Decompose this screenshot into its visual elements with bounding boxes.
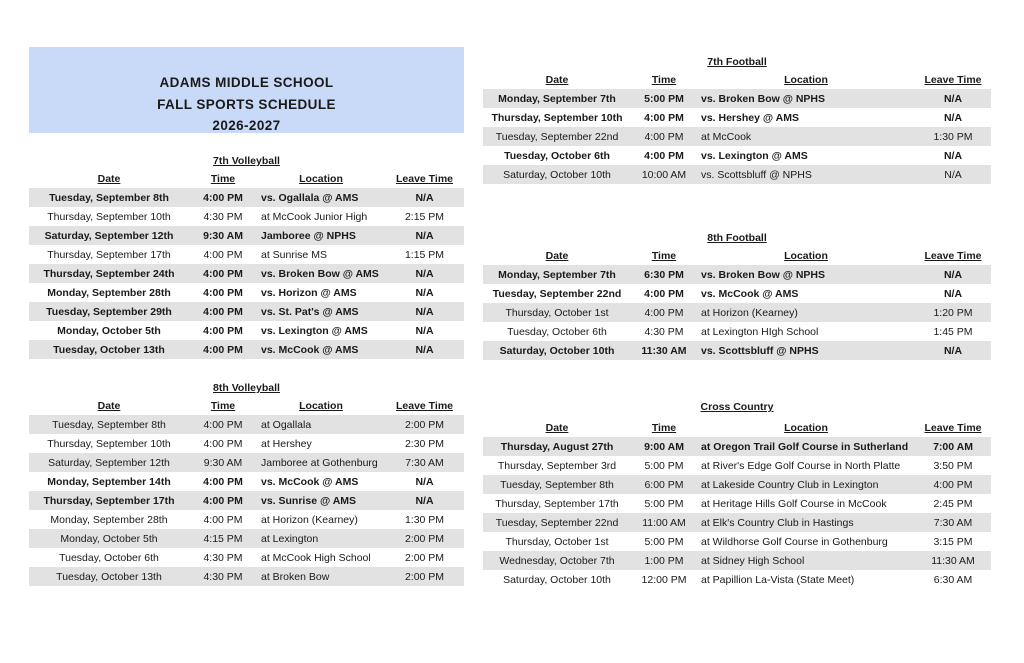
table-row [29, 302, 464, 321]
table-row [483, 494, 991, 513]
section-title: 8th Football [707, 232, 767, 244]
leave-time-cell: 7:00 AM [915, 437, 991, 456]
table-row [483, 532, 991, 551]
time-cell: 4:00 PM [203, 513, 243, 526]
table-row [29, 264, 464, 283]
location-cell: at McCook [697, 127, 915, 146]
table-row [29, 245, 464, 264]
leave-time-cell: 2:30 PM [404, 437, 445, 450]
date-cell: Tuesday, September 8th [29, 188, 189, 207]
leave-time-cell: 1:30 PM [915, 127, 991, 146]
time-cell: 4:30 PM [189, 567, 257, 586]
volleyball-7-schedule [29, 153, 464, 359]
time-header: Time [651, 73, 677, 86]
location-cell: at Horizon (Kearney) [261, 513, 358, 526]
time-cell: 6:30 PM [631, 265, 697, 284]
date-cell: Thursday, September 10th [491, 111, 623, 124]
time-cell: 9:30 AM [189, 226, 257, 245]
location-header: Location [299, 172, 343, 185]
leave-time-cell: N/A [943, 111, 963, 124]
table-row [29, 188, 464, 207]
date-header: Date [545, 421, 569, 434]
time-cell: 4:00 PM [644, 111, 684, 124]
location-cell: vs. Lexington @ AMS [701, 149, 808, 162]
leave-time-cell: 1:45 PM [933, 325, 973, 338]
schedule-table [483, 418, 991, 589]
football-7-schedule [483, 54, 991, 184]
location-cell: Jamboree at Gothenburg [257, 453, 385, 472]
location-header: Location [784, 249, 828, 262]
date-cell: Thursday, August 27th [483, 437, 631, 456]
table-row [483, 265, 991, 284]
time-cell: 4:15 PM [189, 529, 257, 548]
leave-time-cell: N/A [385, 226, 464, 245]
date-cell: Tuesday, September 29th [29, 302, 189, 321]
section-title: 7th Volleyball [213, 155, 280, 167]
school-header [29, 47, 464, 133]
header-row [29, 396, 464, 415]
date-cell: Tuesday, October 6th [59, 551, 159, 564]
date-cell: Monday, September 14th [47, 475, 171, 488]
leave-time-header: Leave Time [924, 421, 982, 434]
table-row [29, 434, 464, 453]
date-cell: Wednesday, October 7th [483, 551, 631, 570]
leave-time-cell: N/A [385, 491, 464, 510]
location-cell: at Hershey [261, 437, 312, 450]
table-row [29, 340, 464, 359]
table-row [29, 207, 464, 226]
date-cell: Monday, October 5th [57, 324, 161, 337]
table-row [483, 108, 991, 127]
leave-time-header: Leave Time [395, 172, 453, 185]
leave-time-cell: 1:15 PM [404, 248, 445, 261]
leave-time-header: Leave Time [924, 249, 982, 262]
table-row [29, 529, 464, 548]
time-cell: 4:30 PM [203, 551, 243, 564]
time-cell: 9:00 AM [631, 437, 697, 456]
location-cell: at McCook Junior High [261, 210, 368, 223]
table-row [483, 456, 991, 475]
table-row [29, 283, 464, 302]
time-cell: 5:00 PM [644, 535, 684, 548]
date-cell: Thursday, September 10th [47, 437, 171, 450]
leave-time-cell: 2:00 PM [385, 529, 464, 548]
leave-time-cell: 3:15 PM [933, 535, 973, 548]
date-cell: Saturday, October 10th [503, 573, 611, 586]
time-cell: 4:00 PM [644, 149, 684, 162]
date-header: Date [97, 399, 121, 412]
leave-time-cell: N/A [915, 89, 991, 108]
leave-time-cell: N/A [415, 324, 434, 337]
location-cell: Jamboree @ NPHS [257, 226, 385, 245]
header-row [483, 70, 991, 89]
leave-time-cell: 2:45 PM [933, 497, 973, 510]
location-cell: vs. Hershey @ AMS [701, 111, 799, 124]
leave-time-cell: 7:30 AM [385, 453, 464, 472]
location-cell: vs. Broken Bow @ AMS [257, 264, 385, 283]
table-row [483, 570, 991, 589]
table-row [29, 453, 464, 472]
table-row [483, 437, 991, 456]
table-row [29, 321, 464, 340]
date-cell: Tuesday, October 13th [29, 340, 189, 359]
location-cell: vs. McCook @ AMS [257, 340, 385, 359]
header-row [29, 169, 464, 188]
time-header: Time [210, 399, 236, 412]
table-row [29, 567, 464, 586]
location-cell: at Horizon (Kearney) [697, 303, 915, 322]
date-cell: Thursday, October 1st [483, 303, 631, 322]
date-cell: Thursday, October 1st [505, 535, 609, 548]
time-cell: 5:00 PM [631, 89, 697, 108]
table-row [483, 165, 991, 184]
time-header: Time [210, 172, 236, 185]
time-cell: 4:00 PM [203, 475, 243, 488]
table-row [483, 284, 991, 303]
location-cell: at Sunrise MS [261, 248, 327, 261]
leave-time-cell: 3:50 PM [933, 459, 973, 472]
time-cell: 11:30 AM [631, 341, 697, 360]
location-cell: vs. Scottsbluff @ NPHS [697, 341, 915, 360]
location-cell: vs. Ogallala @ AMS [257, 188, 385, 207]
date-cell: Saturday, October 10th [483, 341, 631, 360]
time-cell: 4:30 PM [644, 325, 684, 338]
leave-time-cell: N/A [943, 287, 963, 300]
location-cell: at Lexington [257, 529, 385, 548]
date-cell: Monday, September 28th [50, 513, 168, 526]
leave-time-cell: 4:00 PM [915, 475, 991, 494]
header-row [483, 246, 991, 265]
time-cell: 6:00 PM [631, 475, 697, 494]
location-cell: vs. Horizon @ AMS [261, 286, 357, 299]
location-cell: vs. St. Pat's @ AMS [257, 302, 385, 321]
date-cell: Thursday, September 17th [47, 248, 171, 261]
date-cell: Tuesday, October 13th [29, 567, 189, 586]
cross-country-schedule [483, 399, 991, 589]
location-cell: vs. Broken Bow @ NPHS [697, 265, 915, 284]
time-cell: 4:00 PM [189, 415, 257, 434]
location-cell: at Wildhorse Golf Course in Gothenburg [701, 535, 888, 548]
table-row [29, 226, 464, 245]
table-row [483, 475, 991, 494]
time-cell: 4:00 PM [189, 302, 257, 321]
leave-time-header: Leave Time [395, 399, 453, 412]
location-cell: vs. Sunrise @ AMS [257, 491, 385, 510]
table-row [483, 89, 991, 108]
date-cell: Tuesday, September 8th [29, 415, 189, 434]
date-cell: Tuesday, September 22nd [483, 513, 631, 532]
time-cell: 4:00 PM [203, 324, 243, 337]
date-cell: Monday, September 7th [483, 265, 631, 284]
table-row [483, 303, 991, 322]
time-cell: 9:30 AM [189, 453, 257, 472]
time-cell: 4:00 PM [189, 188, 257, 207]
location-cell: vs. McCook @ AMS [261, 475, 359, 488]
location-cell: vs. McCook @ AMS [701, 287, 799, 300]
date-cell: Tuesday, October 6th [504, 149, 610, 162]
location-cell: at McCook High School [261, 551, 371, 564]
table-row [483, 341, 991, 360]
location-cell: at Oregon Trail Golf Course in Sutherland [697, 437, 915, 456]
time-cell: 4:00 PM [631, 303, 697, 322]
time-cell: 4:00 PM [203, 437, 243, 450]
section-title: 7th Football [707, 56, 767, 68]
header-row [483, 418, 991, 437]
leave-time-header: Leave Time [924, 73, 982, 86]
location-cell: at Lakeside Country Club in Lexington [697, 475, 915, 494]
date-cell: Saturday, September 12th [29, 453, 189, 472]
leave-time-cell: N/A [915, 165, 991, 184]
location-cell: at Sidney High School [697, 551, 915, 570]
date-cell: Saturday, October 10th [483, 165, 631, 184]
date-header: Date [545, 249, 569, 262]
football-8-schedule [483, 230, 991, 360]
schedule-table [29, 169, 464, 359]
location-cell: vs. Broken Bow @ NPHS [697, 89, 915, 108]
time-cell: 4:30 PM [203, 210, 243, 223]
schedule-title: FALL SPORTS SCHEDULE [157, 96, 336, 112]
leave-time-cell: N/A [915, 265, 991, 284]
time-cell: 12:00 PM [641, 573, 687, 586]
location-cell: at River's Edge Golf Course in North Platte [701, 459, 901, 472]
leave-time-cell: N/A [415, 475, 434, 488]
date-cell: Tuesday, October 6th [507, 325, 607, 338]
leave-time-cell: 11:30 AM [915, 551, 991, 570]
date-cell: Tuesday, September 22nd [483, 127, 631, 146]
date-cell: Tuesday, September 8th [483, 475, 631, 494]
time-cell: 4:00 PM [203, 286, 243, 299]
time-header: Time [651, 249, 677, 262]
location-header: Location [784, 421, 828, 434]
leave-time-cell: N/A [415, 286, 434, 299]
table-row [483, 127, 991, 146]
date-cell: Tuesday, September 22nd [492, 287, 622, 300]
volleyball-8-schedule [29, 380, 464, 586]
location-header: Location [784, 73, 828, 86]
time-cell: 11:00 AM [631, 513, 697, 532]
date-header: Date [545, 73, 569, 86]
date-cell: Thursday, September 10th [47, 210, 171, 223]
table-row [483, 513, 991, 532]
location-cell: at Papillion La-Vista (State Meet) [701, 573, 855, 586]
time-cell: 4:00 PM [631, 127, 697, 146]
table-row [483, 322, 991, 341]
leave-time-cell: 2:15 PM [404, 210, 445, 223]
section-title: 8th Volleyball [213, 382, 280, 394]
table-row [483, 551, 991, 570]
location-cell: at Ogallala [257, 415, 385, 434]
section-title: Cross Country [700, 401, 774, 413]
time-cell: 1:00 PM [631, 551, 697, 570]
location-header: Location [299, 399, 343, 412]
date-cell: Thursday, September 17th [495, 497, 619, 510]
schedule-table [483, 246, 991, 360]
leave-time-cell: N/A [385, 302, 464, 321]
leave-time-cell: N/A [385, 188, 464, 207]
time-cell: 10:00 AM [631, 165, 697, 184]
schedule-table [29, 396, 464, 586]
time-cell: 4:00 PM [189, 340, 257, 359]
schedule-table [483, 70, 991, 184]
leave-time-cell: N/A [943, 149, 963, 162]
date-cell: Monday, September 7th [483, 89, 631, 108]
time-header: Time [651, 421, 677, 434]
table-row [29, 415, 464, 434]
date-cell: Thursday, September 17th [29, 491, 189, 510]
leave-time-cell: N/A [915, 341, 991, 360]
location-cell: at Elk's Country Club in Hastings [697, 513, 915, 532]
time-cell: 4:00 PM [189, 264, 257, 283]
table-row [29, 548, 464, 567]
time-cell: 4:00 PM [189, 491, 257, 510]
location-cell: at Broken Bow [257, 567, 385, 586]
time-cell: 4:00 PM [203, 248, 243, 261]
leave-time-cell: 2:00 PM [404, 551, 445, 564]
leave-time-cell: 2:00 PM [385, 567, 464, 586]
time-cell: 5:00 PM [644, 459, 684, 472]
date-cell: Thursday, September 3rd [497, 459, 617, 472]
time-cell: 5:00 PM [644, 497, 684, 510]
location-cell: at Heritage Hills Golf Course in McCook [701, 497, 887, 510]
leave-time-cell: 2:00 PM [385, 415, 464, 434]
leave-time-cell: 6:30 AM [933, 573, 973, 586]
date-header: Date [97, 172, 121, 185]
leave-time-cell: N/A [385, 340, 464, 359]
table-row [483, 146, 991, 165]
leave-time-cell: 1:30 PM [404, 513, 445, 526]
leave-time-cell: 7:30 AM [915, 513, 991, 532]
location-cell: vs. Scottsbluff @ NPHS [697, 165, 915, 184]
date-cell: Saturday, September 12th [29, 226, 189, 245]
date-cell: Monday, September 28th [47, 286, 171, 299]
date-cell: Monday, October 5th [29, 529, 189, 548]
leave-time-cell: 1:20 PM [915, 303, 991, 322]
leave-time-cell: N/A [385, 264, 464, 283]
time-cell: 4:00 PM [644, 287, 684, 300]
date-cell: Thursday, September 24th [29, 264, 189, 283]
table-row [29, 510, 464, 529]
school-year: 2026-2027 [212, 118, 281, 133]
table-row [29, 491, 464, 510]
location-cell: vs. Lexington @ AMS [261, 324, 368, 337]
school-name: ADAMS MIDDLE SCHOOL [159, 75, 334, 90]
table-row [29, 472, 464, 491]
location-cell: at Lexington HIgh School [701, 325, 819, 338]
